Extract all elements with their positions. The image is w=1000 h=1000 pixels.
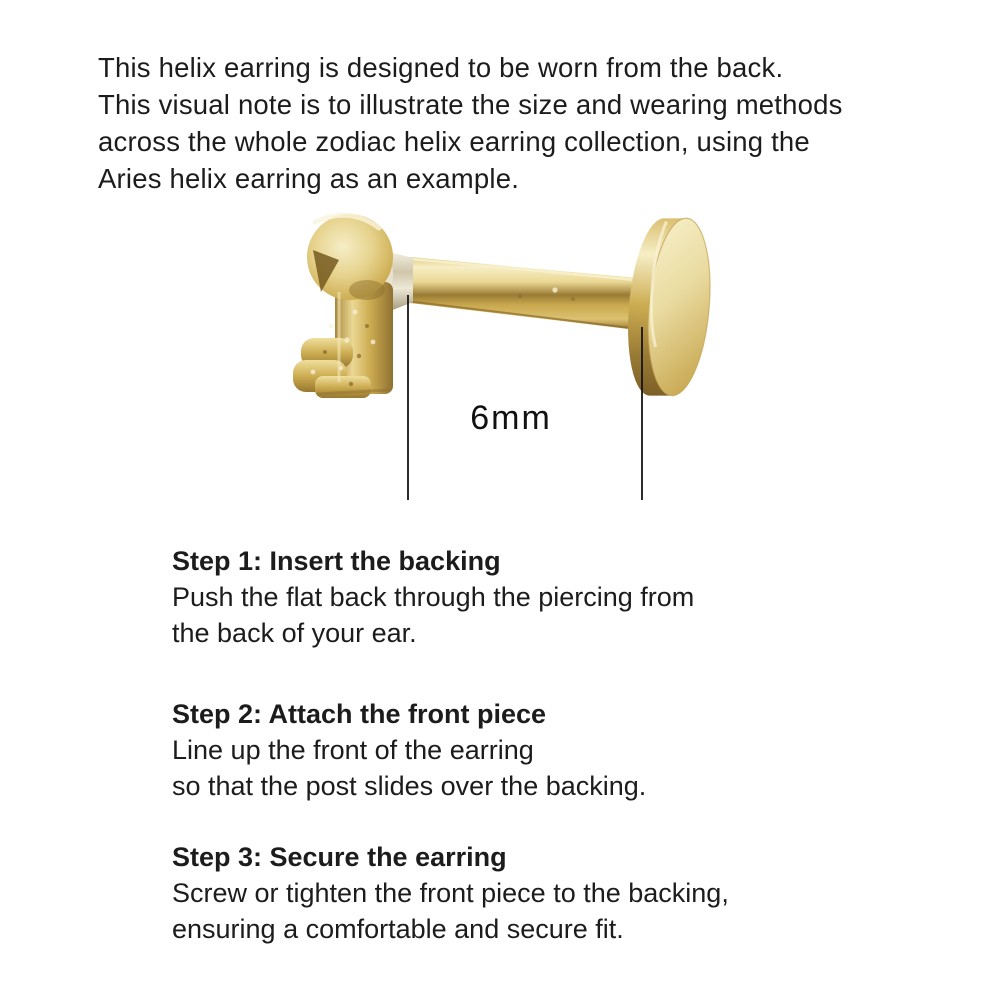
step-2-line-2: so that the post slides over the backing.	[172, 771, 647, 801]
intro-line-3: across the whole zodiac helix earring collection, using the	[98, 126, 810, 157]
measurement-label: 6mm	[470, 399, 552, 437]
step-1-line-1: Push the flat back through the piercing from	[172, 582, 695, 612]
step-1-block	[172, 543, 694, 651]
step-2-heading: Step 2: Attach the front piece	[172, 699, 547, 729]
intro-line-1: This helix earring is designed to be worn from the back.	[98, 52, 784, 83]
step-2-line-1: Line up the front of the earring	[172, 735, 534, 765]
intro-line-2: This visual note is to illustrate the size and wearing methods	[98, 89, 843, 120]
step-3-heading: Step 3: Secure the earring	[172, 842, 507, 872]
step-1-heading: Step 1: Insert the backing	[172, 546, 501, 576]
step-2-block	[172, 696, 646, 804]
intro-line-4: Aries helix earring as an example.	[98, 163, 520, 194]
step-3-block	[172, 839, 729, 947]
step-3-line-2: ensuring a comfortable and secure fit.	[172, 914, 624, 944]
intro-paragraph	[98, 49, 843, 197]
step-1-line-2: the back of your ear.	[172, 618, 417, 648]
step-3-line-1: Screw or tighten the front piece to the backing,	[172, 878, 729, 908]
earring-front-piece-aries	[293, 214, 393, 398]
earring-illustration	[255, 200, 725, 505]
earring-flat-back-disc	[621, 214, 716, 400]
earring-post	[410, 257, 637, 330]
